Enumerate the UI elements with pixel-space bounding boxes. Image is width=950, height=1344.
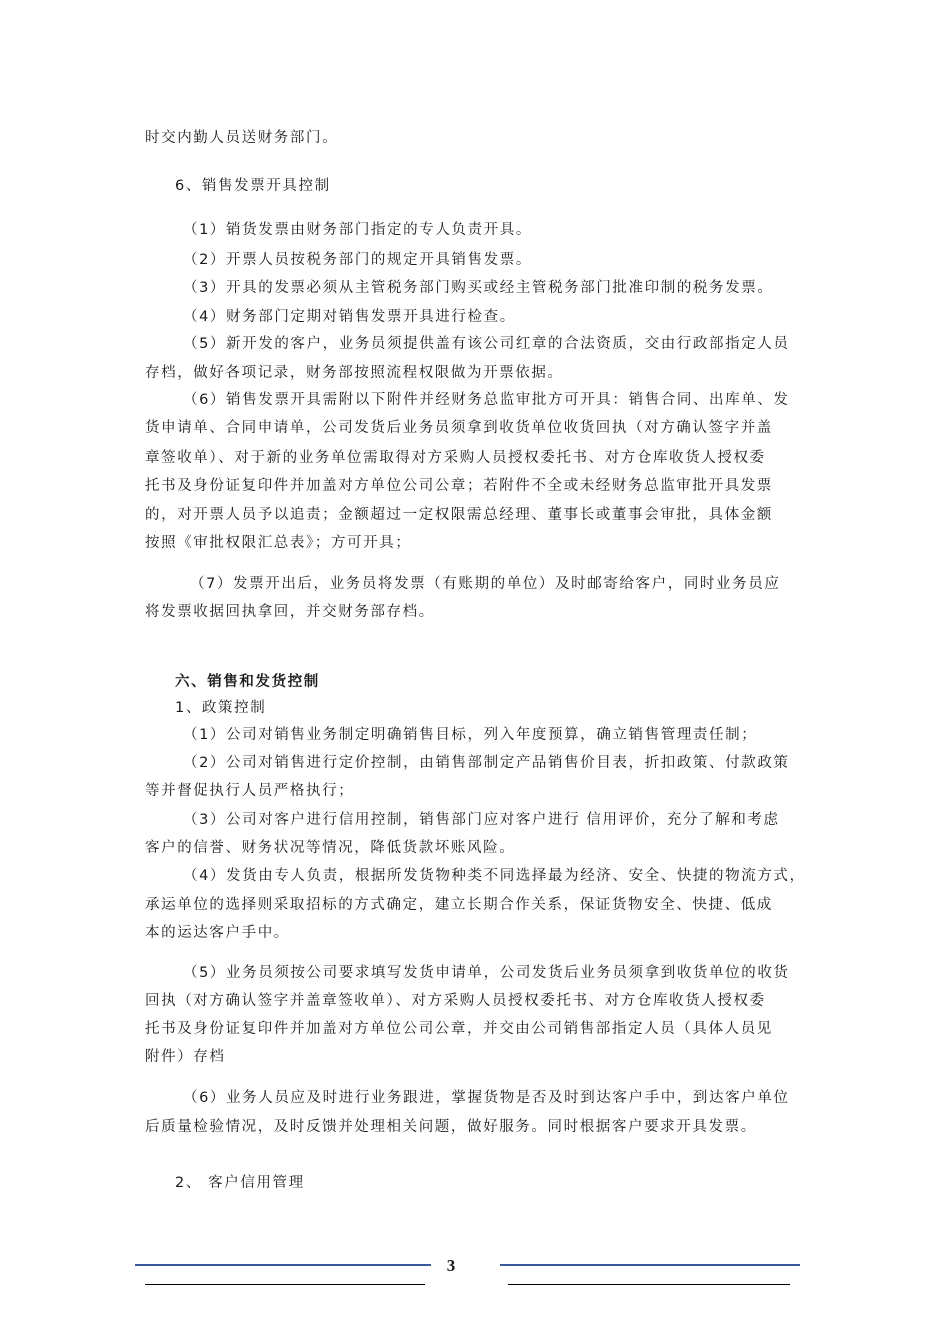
- text-line: （5）新开发的客户，业务员须提供盖有该公司红章的合法资质，交由行政部指定人员: [183, 336, 790, 352]
- footer-rule-left-bottom: [145, 1284, 425, 1285]
- text-line: （6）业务人员应及时进行业务跟进，掌握货物是否及时到达客户手中，到达客户单位: [183, 1090, 790, 1106]
- text-line: 等并督促执行人员严格执行；: [145, 783, 355, 799]
- text-line: （1）公司对销售业务制定明确销售目标，列入年度预算，确立销售管理责任制；: [183, 727, 758, 743]
- text-line: （2）开票人员按税务部门的规定开具销售发票。: [183, 252, 532, 268]
- text-line: 回执（对方确认签字并盖章签收单）、对方采购人员授权委托书、对方仓库收货人授权委: [145, 993, 766, 1009]
- footer-rule-right-bottom: [508, 1284, 790, 1285]
- text-line: 承运单位的选择则采取招标的方式确定，建立长期合作关系，保证货物安全、快捷、低成: [145, 897, 773, 913]
- text-line: 存档，做好各项记录，财务部按照流程权限做为开票依据。: [145, 365, 564, 381]
- chapter-heading: 六、销售和发货控制: [175, 674, 320, 690]
- text-line: （5）业务员须按公司要求填写发货申请单，公司发货后业务员须拿到收货单位的收货: [183, 965, 790, 981]
- text-line: 后质量检验情况，及时反馈并处理相关问题，做好服务。同时根据客户要求开具发票。: [145, 1119, 757, 1135]
- text-line: 附件）存档: [145, 1049, 226, 1065]
- text-line: 将发票收据回执拿回，并交财务部存档。: [145, 604, 435, 620]
- text-line: （4）发货由专人负责，根据所发货物种类不同选择最为经济、安全、快捷的物流方式，: [183, 868, 806, 884]
- section-heading: 6、销售发票开具控制: [175, 178, 331, 194]
- text-line: 托书及身份证复印件并加盖对方单位公司公章，并交由公司销售部指定人员（具体人员见: [145, 1021, 773, 1037]
- text-line: （3）公司对客户进行信用控制，销售部门应对客户进行 信用评价，充分了解和考虑: [183, 812, 780, 828]
- text-line: 货申请单、合同申请单，公司发货后业务员须拿到收货单位收货回执（对方确认签字并盖: [145, 420, 773, 436]
- page-number: 3: [446, 1256, 456, 1275]
- text-line: （4）财务部门定期对销售发票开具进行检查。: [183, 309, 516, 325]
- text-line: 按照《审批权限汇总表》；方可开具；: [145, 535, 412, 551]
- footer-rule-left-top: [135, 1264, 431, 1266]
- text-line: （3）开具的发票必须从主管税务部门购买或经主管税务部门批准印制的税务发票。: [183, 280, 774, 296]
- text-line: 托书及身份证复印件并加盖对方单位公司公章；若附件不全或未经财务总监审批开具发票: [145, 478, 773, 494]
- text-line: 的，对开票人员予以追责；金额超过一定权限需总经理、董事长或董事会审批，具体金额: [145, 507, 773, 523]
- text-line: 章签收单）、对于新的业务单位需取得对方采购人员授权委托书、对方仓库收货人授权委: [145, 450, 766, 466]
- text-line: 本的运达客户手中。: [145, 925, 290, 941]
- text-line: 客户的信誉、财务状况等情况，降低货款坏账风险。: [145, 840, 516, 856]
- text-line: （2）公司对销售进行定价控制，由销售部制定产品销售价目表，折扣政策、付款政策: [183, 755, 790, 771]
- section-heading: 1、政策控制: [175, 700, 267, 716]
- section-heading: 2、 客户信用管理: [175, 1175, 305, 1191]
- footer-rule-right-top: [500, 1264, 800, 1266]
- text-line: （1）销货发票由财务部门指定的专人负责开具。: [183, 222, 532, 238]
- text-line: （7）发票开出后，业务员将发票（有账期的单位）及时邮寄给客户，同时业务员应: [190, 576, 781, 592]
- text-line: 时交内勤人员送财务部门。: [145, 130, 339, 146]
- text-line: （6）销售发票开具需附以下附件并经财务总监审批方可开具：销售合同、出库单、发: [183, 392, 790, 408]
